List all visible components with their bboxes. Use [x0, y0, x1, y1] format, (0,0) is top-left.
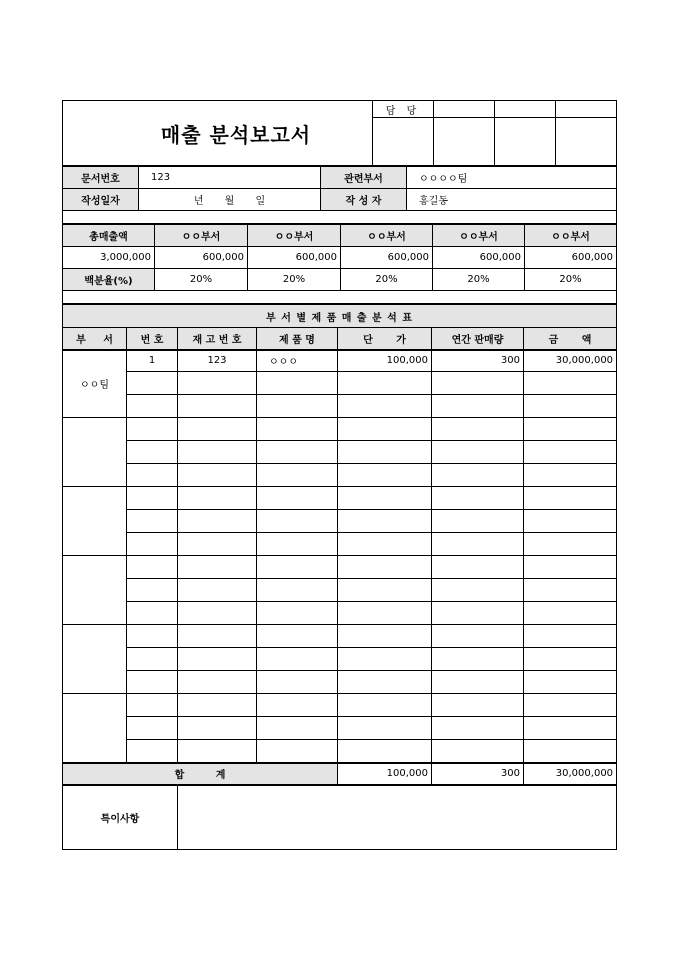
unit-price-cell[interactable]	[338, 372, 432, 395]
summary-dept-percent[interactable]: 20%	[433, 269, 525, 291]
approval-signature-box[interactable]	[434, 118, 495, 166]
row-no-cell[interactable]	[127, 372, 178, 395]
annual-qty-cell[interactable]	[432, 694, 524, 717]
doc-no-label: 문서번호	[63, 167, 139, 189]
summary-total-header: 총매출액	[63, 225, 155, 247]
dept-cell[interactable]: ㅇㅇ팀	[63, 350, 127, 418]
annual-qty-cell[interactable]	[432, 671, 524, 694]
unit-price-cell[interactable]	[338, 579, 432, 602]
summary-dept-header: ㅇㅇ부서	[525, 225, 617, 247]
row-no-cell[interactable]	[127, 533, 178, 556]
table-row	[63, 418, 617, 441]
amount-cell[interactable]: 30,000,000	[524, 350, 617, 372]
stock-no-cell[interactable]	[178, 510, 257, 533]
table-row	[63, 487, 617, 510]
table-row	[63, 602, 617, 625]
stock-no-cell[interactable]	[178, 464, 257, 487]
stock-no-cell[interactable]	[178, 395, 257, 418]
approval-slot-header	[495, 101, 556, 118]
unit-price-cell[interactable]	[338, 694, 432, 717]
product-cell[interactable]	[257, 395, 338, 418]
row-no-cell[interactable]	[127, 648, 178, 671]
table-row	[63, 464, 617, 487]
summary-block	[62, 224, 617, 304]
row-no-cell[interactable]	[127, 441, 178, 464]
product-cell[interactable]	[257, 487, 338, 510]
annual-qty-cell[interactable]	[432, 441, 524, 464]
amount-cell[interactable]	[524, 602, 617, 625]
dept-cell[interactable]	[63, 625, 127, 694]
stock-no-cell[interactable]	[178, 694, 257, 717]
summary-dept-amount[interactable]: 600,000	[525, 247, 617, 269]
amount-cell[interactable]	[524, 418, 617, 441]
approval-signature-box[interactable]	[495, 118, 556, 166]
annual-qty-cell[interactable]	[432, 372, 524, 395]
total-label: 합 계	[63, 763, 338, 785]
product-cell[interactable]	[257, 464, 338, 487]
amount-cell[interactable]	[524, 464, 617, 487]
row-no-cell[interactable]	[127, 717, 178, 740]
unit-price-cell[interactable]	[338, 671, 432, 694]
product-cell[interactable]	[257, 602, 338, 625]
annual-qty-cell[interactable]	[432, 648, 524, 671]
annual-qty-cell[interactable]	[432, 533, 524, 556]
amount-cell[interactable]	[524, 694, 617, 717]
summary-dept-amount[interactable]: 600,000	[155, 247, 248, 269]
row-no-cell[interactable]	[127, 694, 178, 717]
stock-no-cell[interactable]	[178, 740, 257, 763]
unit-price-cell[interactable]	[338, 464, 432, 487]
annual-qty-cell[interactable]	[432, 395, 524, 418]
title-block	[62, 100, 617, 166]
summary-total-amount[interactable]: 3,000,000	[63, 247, 155, 269]
summary-dept-header: ㅇㅇ부서	[341, 225, 433, 247]
row-no-cell[interactable]	[127, 625, 178, 648]
row-no-cell[interactable]	[127, 510, 178, 533]
product-cell[interactable]	[257, 441, 338, 464]
amount-cell[interactable]	[524, 556, 617, 579]
row-no-cell[interactable]	[127, 579, 178, 602]
summary-dept-amount[interactable]: 600,000	[248, 247, 341, 269]
row-no-cell[interactable]	[127, 418, 178, 441]
spacer-row	[63, 211, 617, 224]
unit-price-cell[interactable]	[338, 395, 432, 418]
dept-cell[interactable]	[63, 694, 127, 763]
col-header-amount: 금 액	[524, 328, 617, 350]
remarks-block	[62, 785, 617, 850]
row-no-cell[interactable]	[127, 556, 178, 579]
summary-dept-header: ㅇㅇ부서	[433, 225, 525, 247]
product-cell[interactable]	[257, 717, 338, 740]
product-cell[interactable]	[257, 740, 338, 763]
date-label: 작성일자	[63, 189, 139, 211]
total-amount[interactable]: 30,000,000	[524, 763, 617, 785]
row-no-cell[interactable]	[127, 740, 178, 763]
approval-signature-box[interactable]	[556, 118, 617, 166]
stock-no-cell[interactable]	[178, 671, 257, 694]
annual-qty-cell[interactable]	[432, 510, 524, 533]
stock-no-cell[interactable]	[178, 579, 257, 602]
table-row	[63, 717, 617, 740]
summary-dept-amount[interactable]: 600,000	[341, 247, 433, 269]
col-header-annual-qty: 연간 판매량	[432, 328, 524, 350]
total-annual-qty[interactable]: 300	[432, 763, 524, 785]
annual-qty-cell[interactable]	[432, 602, 524, 625]
remarks-field[interactable]	[178, 786, 617, 850]
doc-no-value[interactable]: 123	[139, 167, 321, 189]
stock-no-cell[interactable]	[178, 625, 257, 648]
approval-slot-header	[434, 101, 495, 118]
product-cell[interactable]	[257, 418, 338, 441]
stock-no-cell[interactable]	[178, 441, 257, 464]
table-row	[63, 671, 617, 694]
sales-table	[62, 304, 617, 785]
stock-no-cell[interactable]	[178, 717, 257, 740]
unit-price-cell[interactable]	[338, 717, 432, 740]
author-value[interactable]: 홍길동	[407, 189, 617, 211]
dept-cell[interactable]	[63, 556, 127, 625]
product-cell[interactable]	[257, 648, 338, 671]
amount-cell[interactable]	[524, 372, 617, 395]
remarks-label: 특이사항	[63, 786, 178, 850]
dept-value[interactable]: ㅇㅇㅇㅇ팀	[407, 167, 617, 189]
summary-dept-percent[interactable]: 20%	[248, 269, 341, 291]
date-value[interactable]: 년 월 일	[139, 189, 321, 211]
amount-cell[interactable]	[524, 625, 617, 648]
stock-no-cell[interactable]	[178, 487, 257, 510]
unit-price-cell[interactable]	[338, 510, 432, 533]
unit-price-cell[interactable]	[338, 740, 432, 763]
product-cell[interactable]	[257, 556, 338, 579]
table-row	[63, 533, 617, 556]
approval-signature-box[interactable]	[373, 118, 434, 166]
dept-cell[interactable]	[63, 418, 127, 487]
row-no-cell[interactable]	[127, 464, 178, 487]
report-document	[62, 100, 616, 850]
amount-cell[interactable]	[524, 648, 617, 671]
table-row	[63, 579, 617, 602]
product-cell[interactable]	[257, 625, 338, 648]
summary-dept-header: ㅇㅇ부서	[155, 225, 248, 247]
row-no-cell[interactable]	[127, 671, 178, 694]
approval-slot-header	[556, 101, 617, 118]
table-row	[63, 694, 617, 717]
stock-no-cell[interactable]	[178, 372, 257, 395]
table-row	[63, 556, 617, 579]
amount-cell[interactable]	[524, 441, 617, 464]
annual-qty-cell[interactable]	[432, 464, 524, 487]
product-cell[interactable]	[257, 533, 338, 556]
annual-qty-cell[interactable]	[432, 418, 524, 441]
col-header-unit-price: 단 가	[338, 328, 432, 350]
author-label: 작 성 자	[321, 189, 407, 211]
unit-price-cell[interactable]: 100,000	[338, 350, 432, 372]
stock-no-cell[interactable]	[178, 533, 257, 556]
unit-price-cell[interactable]	[338, 487, 432, 510]
product-cell[interactable]	[257, 510, 338, 533]
stock-no-cell[interactable]	[178, 556, 257, 579]
table-row	[63, 350, 617, 372]
row-no-cell[interactable]	[127, 487, 178, 510]
unit-price-cell[interactable]	[338, 418, 432, 441]
annual-qty-cell[interactable]	[432, 556, 524, 579]
sales-section-title: 부 서 별 제 품 매 출 분 석 표	[63, 305, 617, 328]
col-header-dept: 부 서	[63, 328, 127, 350]
annual-qty-cell[interactable]: 300	[432, 350, 524, 372]
summary-dept-percent[interactable]: 20%	[341, 269, 433, 291]
approval-label: 담 당	[373, 101, 434, 118]
row-no-cell[interactable]	[127, 395, 178, 418]
info-block	[62, 166, 617, 224]
unit-price-cell[interactable]	[338, 602, 432, 625]
annual-qty-cell[interactable]	[432, 717, 524, 740]
annual-qty-cell[interactable]	[432, 487, 524, 510]
product-cell[interactable]	[257, 671, 338, 694]
table-row	[63, 625, 617, 648]
summary-dept-percent[interactable]: 20%	[155, 269, 248, 291]
col-header-product: 제 품 명	[257, 328, 338, 350]
summary-dept-amount[interactable]: 600,000	[433, 247, 525, 269]
product-cell[interactable]: ㅇㅇㅇ	[257, 350, 338, 372]
unit-price-cell[interactable]	[338, 556, 432, 579]
product-cell[interactable]	[257, 372, 338, 395]
table-row	[63, 441, 617, 464]
unit-price-cell[interactable]	[338, 625, 432, 648]
percent-label: 백분율(%)	[63, 269, 155, 291]
amount-cell[interactable]	[524, 487, 617, 510]
amount-cell[interactable]	[524, 717, 617, 740]
summary-dept-percent[interactable]: 20%	[525, 269, 617, 291]
col-header-no: 번 호	[127, 328, 178, 350]
unit-price-cell[interactable]	[338, 441, 432, 464]
amount-cell[interactable]	[524, 740, 617, 763]
table-row	[63, 740, 617, 763]
stock-no-cell[interactable]	[178, 602, 257, 625]
total-unit-price[interactable]: 100,000	[338, 763, 432, 785]
summary-dept-header: ㅇㅇ부서	[248, 225, 341, 247]
page-title: 매출 분석보고서	[63, 101, 373, 166]
row-no-cell[interactable]	[127, 602, 178, 625]
product-cell[interactable]	[257, 579, 338, 602]
spacer-row	[63, 291, 617, 304]
amount-cell[interactable]	[524, 533, 617, 556]
table-row	[63, 648, 617, 671]
table-row	[63, 372, 617, 395]
stock-no-cell[interactable]	[178, 648, 257, 671]
amount-cell[interactable]	[524, 671, 617, 694]
table-row	[63, 395, 617, 418]
table-row	[63, 510, 617, 533]
annual-qty-cell[interactable]	[432, 579, 524, 602]
dept-cell[interactable]	[63, 487, 127, 556]
col-header-stock-no: 재 고 번 호	[178, 328, 257, 350]
product-cell[interactable]	[257, 694, 338, 717]
annual-qty-cell[interactable]	[432, 740, 524, 763]
stock-no-cell[interactable]	[178, 418, 257, 441]
amount-cell[interactable]	[524, 395, 617, 418]
dept-label: 관련부서	[321, 167, 407, 189]
unit-price-cell[interactable]	[338, 648, 432, 671]
annual-qty-cell[interactable]	[432, 625, 524, 648]
amount-cell[interactable]	[524, 579, 617, 602]
unit-price-cell[interactable]	[338, 533, 432, 556]
row-no-cell[interactable]: 1	[127, 350, 178, 372]
amount-cell[interactable]	[524, 510, 617, 533]
stock-no-cell[interactable]: 123	[178, 350, 257, 372]
